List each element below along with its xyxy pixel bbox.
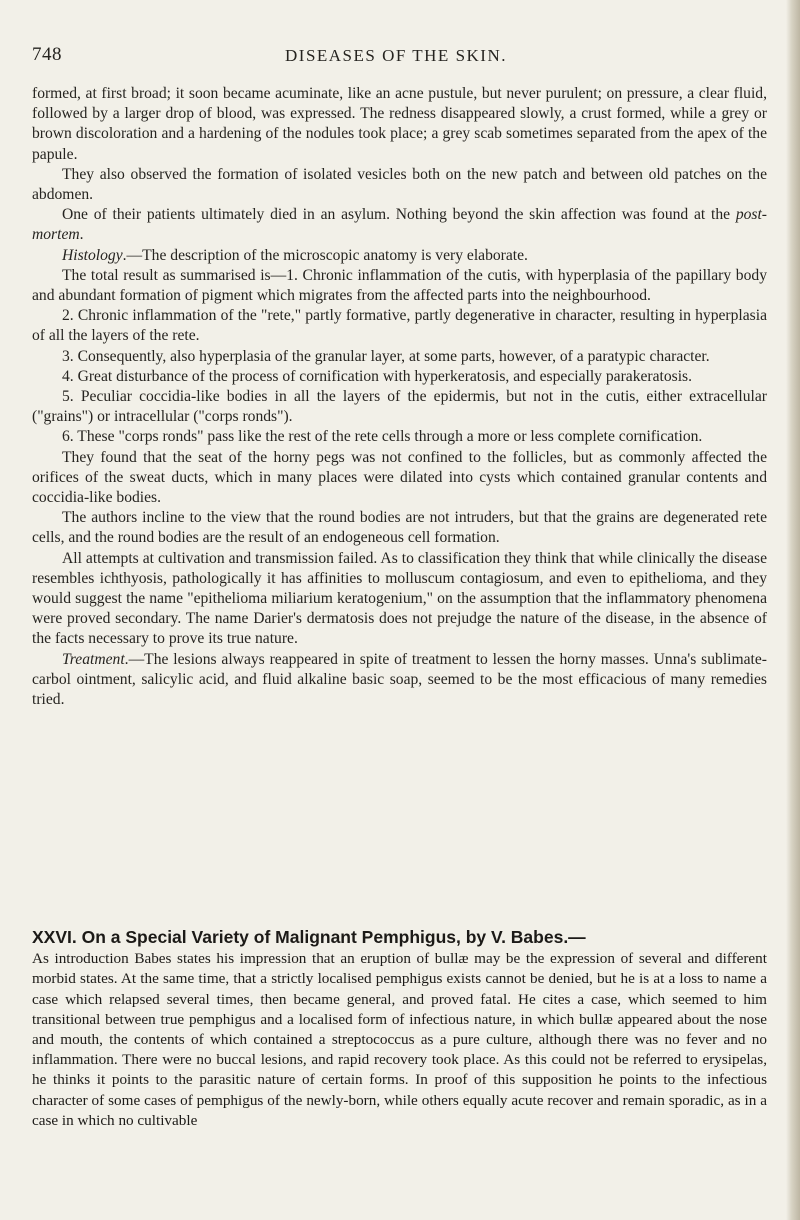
paragraph: All attempts at cultivation and transmission failed. As to classification they think that while clinically the disease resembles ichthyosis, pathologically it has affinities to molluscum contagiosum, and even to epithelioma, and they would suggest the name "epithelioma miliarium keratogenium," on the assumption that the inflammatory phenomena were proved secondary. The name Darier's dermatosis does not prejudge the nature of the disease, in the absence of the facts necessary to prove its true nature. — [32, 549, 767, 648]
section-heading-line — [32, 927, 767, 949]
numbered-item: 6. These "corps ronds" pass like the rest of the rete cells through a more or less complete cornification. — [62, 428, 703, 446]
numbered-item: 5. Peculiar coccidia-like bodies in all the layers of the epidermis, but not in the cutis, either extracellular ("grains") or intracellular ("corps ronds"). — [32, 388, 767, 426]
numbered-item: 4. Great disturbance of the process of cornification with hyperkeratosis, and especially parakeratosis. — [62, 367, 693, 385]
histology-label: Histology — [62, 246, 123, 264]
running-title: DISEASES OF THE SKIN. — [285, 46, 507, 65]
numbered-item: 2. Chronic inflammation of the "rete," partly formative, partly degenerative in character, resulting in hyperplasia of all the layers of the rete. — [32, 307, 767, 345]
section-heading: XXVI. On a Special Variety of Malignant Pemphigus, by V. Babes.— — [32, 927, 586, 947]
paragraph: They also observed the formation of isolated vesicles both on the new patch and between old patches on the abdomen. — [32, 165, 767, 204]
page-number: 748 — [32, 44, 62, 65]
page-header — [32, 44, 760, 72]
text: One of their patients ultimately died in an asylum. Nothing beyond the skin affection was found at the — [62, 206, 736, 224]
section-xxvi — [32, 927, 767, 1131]
text: .—The lesions always reappeared in spite of treatment to lessen the horny masses. Unna's sublimate-carbol ointment, salicylic acid, and fluid alkaline basic soap, seemed to be the most efficacious of many remedies tried. — [32, 650, 767, 709]
main-text — [32, 84, 767, 710]
paragraph — [32, 650, 767, 711]
text: .—The description of the microscopic anatomy is very elaborate. — [122, 246, 528, 264]
page-edge-shadow — [786, 0, 800, 1220]
paragraph: The total result as summarised is—1. Chronic inflammation of the cutis, with hyperplasia of the papillary body and abundant formation of pigment which migrates from the affected parts into the neighbourhood. — [32, 266, 767, 305]
paragraph — [32, 246, 767, 266]
paragraph: They found that the seat of the horny pegs was not confined to the follicles, but as commonly affected the orifices of the sweat ducts, which in many places were dilated into cysts which contained granular contents and coccidia-like bodies. — [32, 448, 767, 507]
treatment-label: Treatment — [62, 650, 125, 668]
paragraph: formed, at first broad; it soon became acuminate, like an acne pustule, but never purulent; on pressure, a clear fluid, followed by a larger drop of blood, was expressed. The redness disappeared slowly, a crust formed, while a grey or brown discoloration and a hardening of the nodules took place; a grey scab sometimes separated from the apex of the papule. — [32, 85, 767, 163]
paragraph: The authors incline to the view that the round bodies are not intruders, but that the grains are degenerated rete cells, and the round bodies are the result of an endogeneous cell formation. — [32, 509, 767, 547]
section-body: As introduction Babes states his impression that an eruption of bullæ may be the expression of several and different morbid states. At the same time, that a strictly localised pemphigus exists cannot be denied, but he is at a loss to name a case which relapsed several times, then became general, and proved fatal. He cites a case, which seemed to him transitional between true pemphigus and a localised form of infectious nature, in which bullæ appeared about the nose and mouth, the contents of which contained a streptococcus as a pure culture, although there was no fever and no inflammation. There were no buccal lesions, and rapid recovery took place. As this could not be referred to erysipelas, he thinks it points to the parasitic nature of certain forms. In proof of this supposition he points to the infectious character of some cases of pemphigus of the newly-born, while others equally acute recover and remain sporadic, as in a case in which no cultivable — [32, 950, 767, 1129]
italic-term: post-mortem — [32, 206, 767, 244]
text: . — [79, 226, 84, 244]
paragraph — [32, 205, 767, 245]
numbered-item: 3. Consequently, also hyperplasia of the granular layer, at some parts, however, of a paratypic character. — [62, 347, 710, 365]
